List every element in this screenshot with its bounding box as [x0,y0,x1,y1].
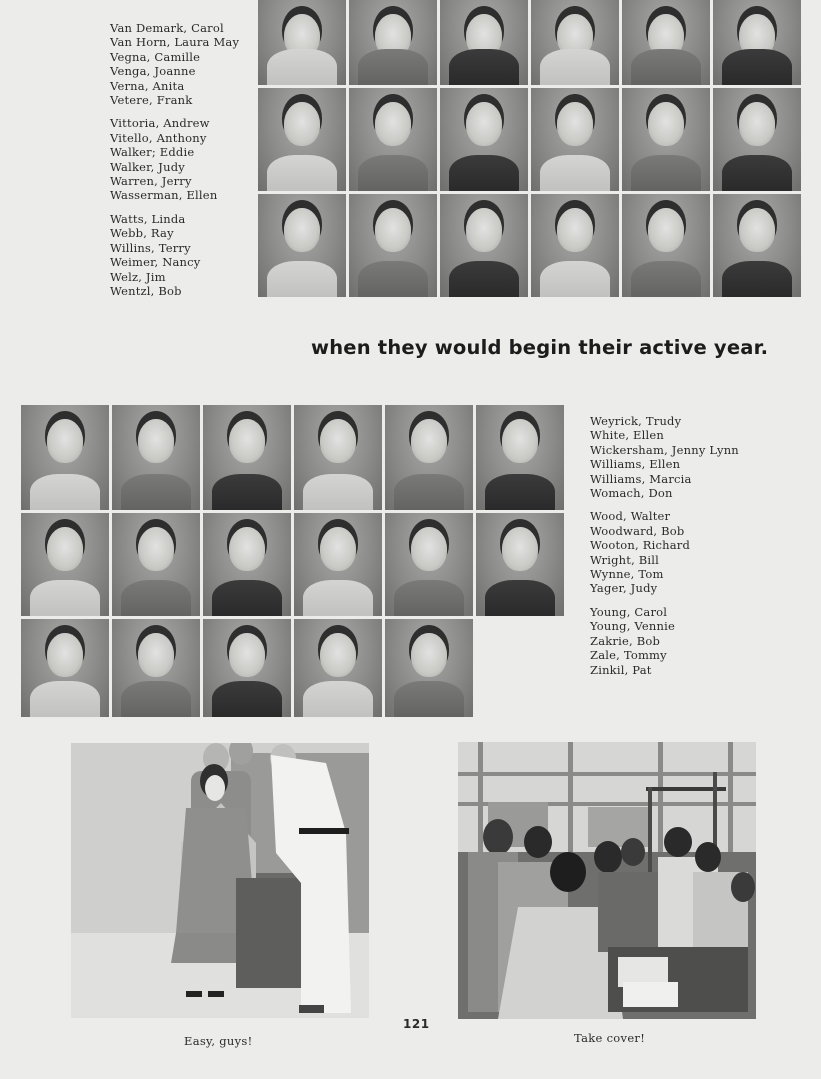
student-portrait [385,405,473,510]
student-portrait [349,194,437,297]
student-portrait [112,405,200,510]
student-portrait [349,88,437,191]
student-portrait [531,194,619,297]
candid-photo-right [458,742,756,1019]
student-name: Willins, Terry [110,240,191,255]
student-name: Woodward, Bob [590,523,685,538]
student-portrait [203,513,291,616]
student-portrait [622,194,710,297]
student-portrait [349,0,437,85]
student-name: Van Horn, Laura May [110,35,240,50]
student-portrait [21,619,109,717]
portrait-grid-top [258,0,801,297]
student-name: Williams, Marcia [590,471,692,486]
student-portrait [713,88,801,191]
candid-photo-left [71,743,369,1018]
student-name: Webb, Ray [110,226,174,241]
student-portrait [385,619,473,717]
student-portrait [440,88,528,191]
student-name: Wynne, Tom [590,567,664,582]
student-name: Wickersham, Jenny Lynn [590,442,739,457]
student-portrait [476,405,564,510]
student-name: Van Demark, Carol [110,21,224,35]
student-name: Womach, Don [590,486,673,501]
student-portrait [203,619,291,717]
student-name: Zakrie, Bob [590,633,661,648]
student-portrait [713,0,801,85]
student-name: Warren, Jerry [110,174,192,189]
student-portrait [385,513,473,616]
student-name: Zale, Tommy [590,648,667,663]
student-portrait [258,0,346,85]
student-portrait [713,194,801,297]
student-portrait [258,194,346,297]
name-list-bottom [590,414,739,677]
student-name: Young, Vennie [590,619,675,634]
student-name: Watts, Linda [110,211,186,226]
student-name: Yager, Judy [590,581,658,596]
student-name: Wentzl, Bob [110,283,182,298]
student-portrait [622,0,710,85]
student-name: Young, Carol [590,604,668,619]
student-portrait [203,405,291,510]
student-name: Venga, Joanne [110,64,196,79]
student-name: Vegna, Camille [110,49,201,64]
student-portrait [476,513,564,616]
student-portrait [294,405,382,510]
student-name: Walker; Eddie [110,145,195,160]
student-name: Weyrick, Trudy [590,414,682,428]
student-name: Vetere, Frank [110,93,193,108]
student-portrait [112,619,200,717]
name-list-top [110,21,239,298]
student-name: White, Ellen [590,428,665,443]
student-name: Vitello, Anthony [110,130,207,145]
student-portrait [21,405,109,510]
student-name: Walker, Judy [110,159,185,174]
student-name: Wright, Bill [590,552,660,567]
student-portrait [531,0,619,85]
student-portrait [294,513,382,616]
student-name: Welz, Jim [110,269,166,284]
section-heading: when they would begin their active year. [311,336,769,359]
student-portrait [622,88,710,191]
caption-right: Take cover! [574,1031,646,1045]
student-name: Wasserman, Ellen [110,188,218,203]
portrait-grid-bottom [21,405,564,717]
student-portrait [440,0,528,85]
student-name: Verna, Anita [110,78,185,93]
student-name: Weimer, Nancy [110,255,201,270]
student-portrait [531,88,619,191]
student-portrait [258,88,346,191]
caption-left: Easy, guys! [184,1034,253,1048]
student-name: Zinkil, Pat [590,662,652,677]
student-portrait [440,194,528,297]
page-number: 121 [403,1017,430,1031]
student-portrait [21,513,109,616]
student-name: Vittoria, Andrew [110,116,210,131]
student-portrait [112,513,200,616]
student-name: Wooton, Richard [590,538,691,553]
student-name: Wood, Walter [590,509,671,524]
student-portrait [294,619,382,717]
student-name: Williams, Ellen [590,457,681,472]
